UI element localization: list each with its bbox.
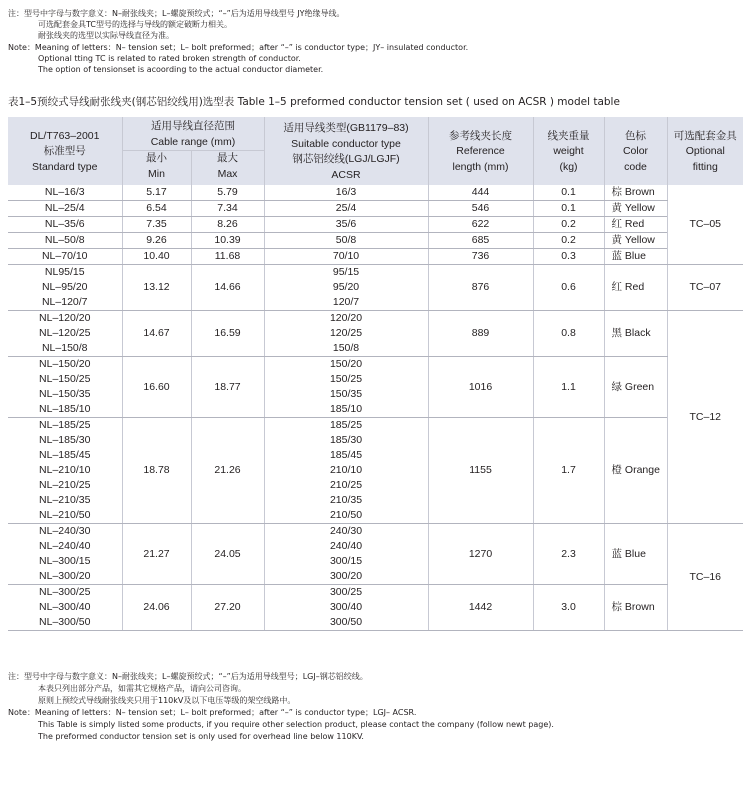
top-note-zh-2: 可选配套金具TC型号的选择与导线的额定破断力相关。 [38, 20, 233, 30]
table-row [8, 233, 743, 249]
header-text: code [624, 160, 647, 173]
top-note-zh-1: 注：型号中字母与数字意义：N–耐张线夹；L–螺旋预绞式；“–”后为适用导线型号 JY绝缘导线。 [8, 9, 345, 18]
max-cell: 11.68 [191, 249, 264, 265]
table-row [8, 201, 743, 217]
conductor-cell-line: 150/20 [329, 358, 363, 370]
length-cell: 1270 [428, 524, 533, 585]
color-code-cell: 黄 Yellow [604, 233, 667, 249]
conductor-cell [264, 201, 428, 217]
max-cell: 8.26 [191, 217, 264, 233]
standard-type-cell-line: NL–150/35 [39, 388, 91, 400]
conductor-cell-line: 25/4 [335, 202, 357, 214]
conductor-cell-line: 300/20 [329, 570, 363, 582]
max-cell: 27.20 [191, 585, 264, 631]
max-cell: 21.26 [191, 418, 264, 524]
standard-type-cell [8, 585, 122, 631]
header-text: 标准型号 [43, 145, 86, 158]
header-text: Color [622, 145, 649, 158]
conductor-cell-line: 210/25 [329, 479, 363, 491]
header-min [122, 151, 191, 186]
standard-type-cell [8, 418, 122, 524]
min-cell: 5.17 [122, 185, 191, 201]
bottom-note-zh-1: 注：型号中字母与数字意义：N–耐张线夹；L–螺旋预绞式；“–”后为适用导线型号；LGJ–钢芯铝绞线。 [8, 672, 368, 681]
color-code-cell: 蓝 Blue [604, 249, 667, 265]
length-cell: 444 [428, 185, 533, 201]
standard-type-cell-line: NL–300/40 [39, 601, 91, 613]
standard-type-cell-line: NL–240/40 [39, 540, 91, 552]
conductor-cell-line: 50/8 [335, 234, 357, 246]
standard-type-cell-line: NL–150/8 [41, 342, 88, 354]
standard-type-cell [8, 201, 122, 217]
standard-type-cell-line: NL–240/30 [39, 525, 91, 537]
weight-cell: 3.0 [533, 585, 604, 631]
min-cell: 9.26 [122, 233, 191, 249]
conductor-cell-line: 70/10 [332, 250, 360, 262]
standard-type-cell-line: NL–16/3 [44, 186, 85, 198]
conductor-cell-line: 16/3 [335, 186, 357, 198]
standard-type-cell-line: NL–120/7 [41, 296, 88, 308]
min-cell: 16.60 [122, 357, 191, 418]
color-code-cell: 橙 Orange [604, 418, 667, 524]
standard-type-cell [8, 217, 122, 233]
max-cell: 16.59 [191, 311, 264, 357]
conductor-cell [264, 217, 428, 233]
table-caption: 表1–5预绞式导线耐张线夹(钢芯铝绞线用)选型表 Table 1–5 preformed conductor tension set ( used on ACSR ) model table [8, 96, 620, 108]
bottom-notes [8, 671, 554, 743]
conductor-cell-line: 120/20 [329, 312, 363, 324]
standard-type-cell [8, 265, 122, 311]
table-body [8, 185, 743, 631]
min-cell: 7.35 [122, 217, 191, 233]
conductor-cell-line: 150/8 [332, 342, 360, 354]
table-row [8, 265, 743, 311]
conductor-cell [264, 185, 428, 201]
bottom-note-zh-2: 本表只列出部分产品，如需其它规格产品，请向公司咨询。 [38, 684, 246, 693]
length-cell: 622 [428, 217, 533, 233]
min-cell: 14.67 [122, 311, 191, 357]
conductor-cell-line: 150/25 [329, 373, 363, 385]
standard-type-cell-line: NL–185/25 [39, 419, 91, 431]
header-text: ACSR [331, 168, 361, 181]
max-cell: 7.34 [191, 201, 264, 217]
standard-type-cell [8, 524, 122, 585]
color-code-cell: 红 Red [604, 217, 667, 233]
conductor-cell-line: 185/25 [329, 419, 363, 431]
length-cell: 889 [428, 311, 533, 357]
conductor-cell-line: 95/20 [332, 281, 360, 293]
table-row [8, 311, 743, 357]
standard-type-cell [8, 249, 122, 265]
table-row [8, 217, 743, 233]
conductor-cell-line: 240/40 [329, 540, 363, 552]
top-note-zh-3: 耐张线夹的选型以实际导线直径为准。 [38, 31, 174, 41]
weight-cell: 0.1 [533, 185, 604, 201]
standard-type-cell-line: NL–150/20 [39, 358, 91, 370]
header-text: 最小 [146, 152, 167, 164]
standard-type-cell-line: NL–35/6 [44, 218, 85, 230]
length-cell: 1155 [428, 418, 533, 524]
length-cell: 685 [428, 233, 533, 249]
standard-type-cell [8, 185, 122, 201]
conductor-cell-line: 240/30 [329, 525, 363, 537]
top-note-en-3: The option of tensionset is acoording to the actual conductor diameter. [38, 65, 324, 75]
standard-type-cell-line: NL–210/10 [39, 464, 91, 476]
conductor-cell [264, 311, 428, 357]
fitting-cell: TC–05 [667, 185, 743, 265]
color-code-cell: 蓝 Blue [604, 524, 667, 585]
header-conductor-type [264, 117, 428, 185]
standard-type-cell-line: NL–300/15 [39, 555, 91, 567]
conductor-cell-line: 210/35 [329, 494, 363, 506]
fitting-cell: TC–07 [667, 265, 743, 311]
conductor-cell [264, 233, 428, 249]
bottom-note-en-1: Note：Meaning of letters：N– tension set；L– bolt preformed；after “–” is conductor type；LGJ– ACSR. [8, 708, 417, 717]
standard-type-cell-line: NL–70/10 [41, 250, 88, 262]
conductor-cell-line: 120/25 [329, 327, 363, 339]
weight-cell: 0.2 [533, 233, 604, 249]
conductor-cell-line: 300/25 [329, 586, 363, 598]
max-cell: 14.66 [191, 265, 264, 311]
weight-cell: 1.7 [533, 418, 604, 524]
header-text: 适用导线直径范围 [151, 120, 235, 132]
header-text: Min [148, 167, 165, 180]
table-row [8, 524, 743, 585]
weight-cell: 0.6 [533, 265, 604, 311]
weight-cell: 0.1 [533, 201, 604, 217]
min-cell: 6.54 [122, 201, 191, 217]
conductor-cell-line: 185/45 [329, 449, 363, 461]
header-reference-length [428, 117, 533, 185]
max-cell: 10.39 [191, 233, 264, 249]
top-note-en-1: Note：Meaning of letters：N– tension set；L– bolt preformed；after “–” is conductor type；JY– insulated conductor. [8, 42, 469, 52]
color-code-cell: 棕 Brown [604, 185, 667, 201]
table-row [8, 418, 743, 524]
length-cell: 1016 [428, 357, 533, 418]
standard-type-cell [8, 357, 122, 418]
conductor-cell [264, 418, 428, 524]
max-cell: 5.79 [191, 185, 264, 201]
header-color-code [604, 117, 667, 185]
standard-type-cell-line: NL95/15 [44, 266, 85, 278]
conductor-cell [264, 357, 428, 418]
min-cell: 10.40 [122, 249, 191, 265]
header-text: fitting [692, 160, 718, 173]
header-text: Standard type [32, 160, 98, 173]
weight-cell: 2.3 [533, 524, 604, 585]
standard-type-cell-line: NL–50/8 [44, 234, 85, 246]
header-text: DL/T763–2001 [30, 129, 100, 142]
standard-type-cell-line: NL–25/4 [44, 202, 85, 214]
standard-type-cell-line: NL–150/25 [39, 373, 91, 385]
conductor-cell-line: 300/40 [329, 601, 363, 613]
tension-set-table [8, 117, 743, 631]
standard-type-cell-line: NL–210/35 [39, 494, 91, 506]
standard-type-cell-line: NL–185/10 [39, 403, 91, 415]
header-text: Cable range (mm) [150, 135, 236, 148]
bottom-note-en-3: The preformed conductor tension set is only used for overhead line below 110KV. [38, 732, 364, 741]
weight-cell: 0.3 [533, 249, 604, 265]
weight-cell: 0.2 [533, 217, 604, 233]
length-cell: 736 [428, 249, 533, 265]
standard-type-cell-line: NL–120/20 [39, 312, 91, 324]
standard-type-cell-line: NL–95/20 [41, 281, 88, 293]
header-text: Optional [685, 145, 725, 158]
conductor-cell [264, 585, 428, 631]
table-row [8, 249, 743, 265]
conductor-cell-line: 95/15 [332, 266, 360, 278]
standard-type-cell-line: NL–210/50 [39, 509, 91, 521]
header-text: 最大 [217, 152, 238, 164]
conductor-cell-line: 300/15 [329, 555, 363, 567]
conductor-cell-line: 210/50 [329, 509, 363, 521]
length-cell: 876 [428, 265, 533, 311]
conductor-cell-line: 150/35 [329, 388, 363, 400]
fitting-cell: TC–16 [667, 524, 743, 631]
header-optional-fitting [667, 117, 743, 185]
min-cell: 13.12 [122, 265, 191, 311]
fitting-cell: TC–12 [667, 311, 743, 524]
length-cell: 1442 [428, 585, 533, 631]
bottom-note-en-2: This Table is simply listed some products, if you require other selection product, please contact the company (follow newt page). [38, 720, 554, 729]
header-text: 可选配套金具 [673, 129, 737, 142]
color-code-cell: 黄 Yellow [604, 201, 667, 217]
conductor-cell [264, 249, 428, 265]
header-standard-type [8, 117, 122, 185]
header-text: Reference [456, 145, 505, 158]
top-note-en-2: Optional tting TC is related to rated broken strength of conductor. [38, 53, 301, 63]
conductor-cell-line: 210/10 [329, 464, 363, 476]
conductor-cell-line: 185/30 [329, 434, 363, 446]
header-text: length (mm) [452, 160, 509, 173]
top-notes [8, 8, 468, 75]
header-cable-range [122, 117, 264, 151]
header-text: 钢芯铝绞线(LGJ/LGJF) [292, 153, 400, 165]
standard-type-cell-line: NL–120/25 [39, 327, 91, 339]
header-weight [533, 117, 604, 185]
standard-type-cell-line: NL–300/20 [39, 570, 91, 582]
table-row [8, 357, 743, 418]
color-code-cell: 绿 Green [604, 357, 667, 418]
conductor-cell-line: 120/7 [332, 296, 360, 308]
color-code-cell: 黑 Black [604, 311, 667, 357]
header-text: weight [553, 145, 584, 158]
standard-type-cell [8, 311, 122, 357]
standard-type-cell-line: NL–300/50 [39, 616, 91, 628]
standard-type-cell-line: NL–185/30 [39, 434, 91, 446]
max-cell: 18.77 [191, 357, 264, 418]
header-text: (kg) [559, 160, 578, 173]
conductor-cell-line: 35/6 [335, 218, 357, 230]
table-row [8, 585, 743, 631]
table-header [8, 117, 743, 185]
max-cell: 24.05 [191, 524, 264, 585]
header-text: 线夹重量 [547, 129, 590, 142]
header-text: 色标 [625, 129, 646, 142]
standard-type-cell-line: NL–300/25 [39, 586, 91, 598]
standard-type-cell [8, 233, 122, 249]
conductor-cell [264, 265, 428, 311]
conductor-cell [264, 524, 428, 585]
header-max [191, 151, 264, 186]
header-text: 适用导线类型(GB1179–83) [283, 122, 409, 134]
color-code-cell: 棕 Brown [604, 585, 667, 631]
conductor-cell-line: 185/10 [329, 403, 363, 415]
weight-cell: 0.8 [533, 311, 604, 357]
min-cell: 18.78 [122, 418, 191, 524]
header-text: Max [217, 167, 238, 180]
bottom-note-zh-3: 原则上预绞式导线耐张线夹只用于110kV及以下电压等级的架空线路中。 [38, 696, 296, 705]
table-row [8, 185, 743, 201]
color-code-cell: 红 Red [604, 265, 667, 311]
conductor-cell-line: 300/50 [329, 616, 363, 628]
min-cell: 24.06 [122, 585, 191, 631]
header-text: 参考线夹长度 [449, 129, 512, 142]
weight-cell: 1.1 [533, 357, 604, 418]
standard-type-cell-line: NL–185/45 [39, 449, 91, 461]
standard-type-cell-line: NL–210/25 [39, 479, 91, 491]
header-text: Suitable conductor type [291, 137, 401, 150]
length-cell: 546 [428, 201, 533, 217]
min-cell: 21.27 [122, 524, 191, 585]
